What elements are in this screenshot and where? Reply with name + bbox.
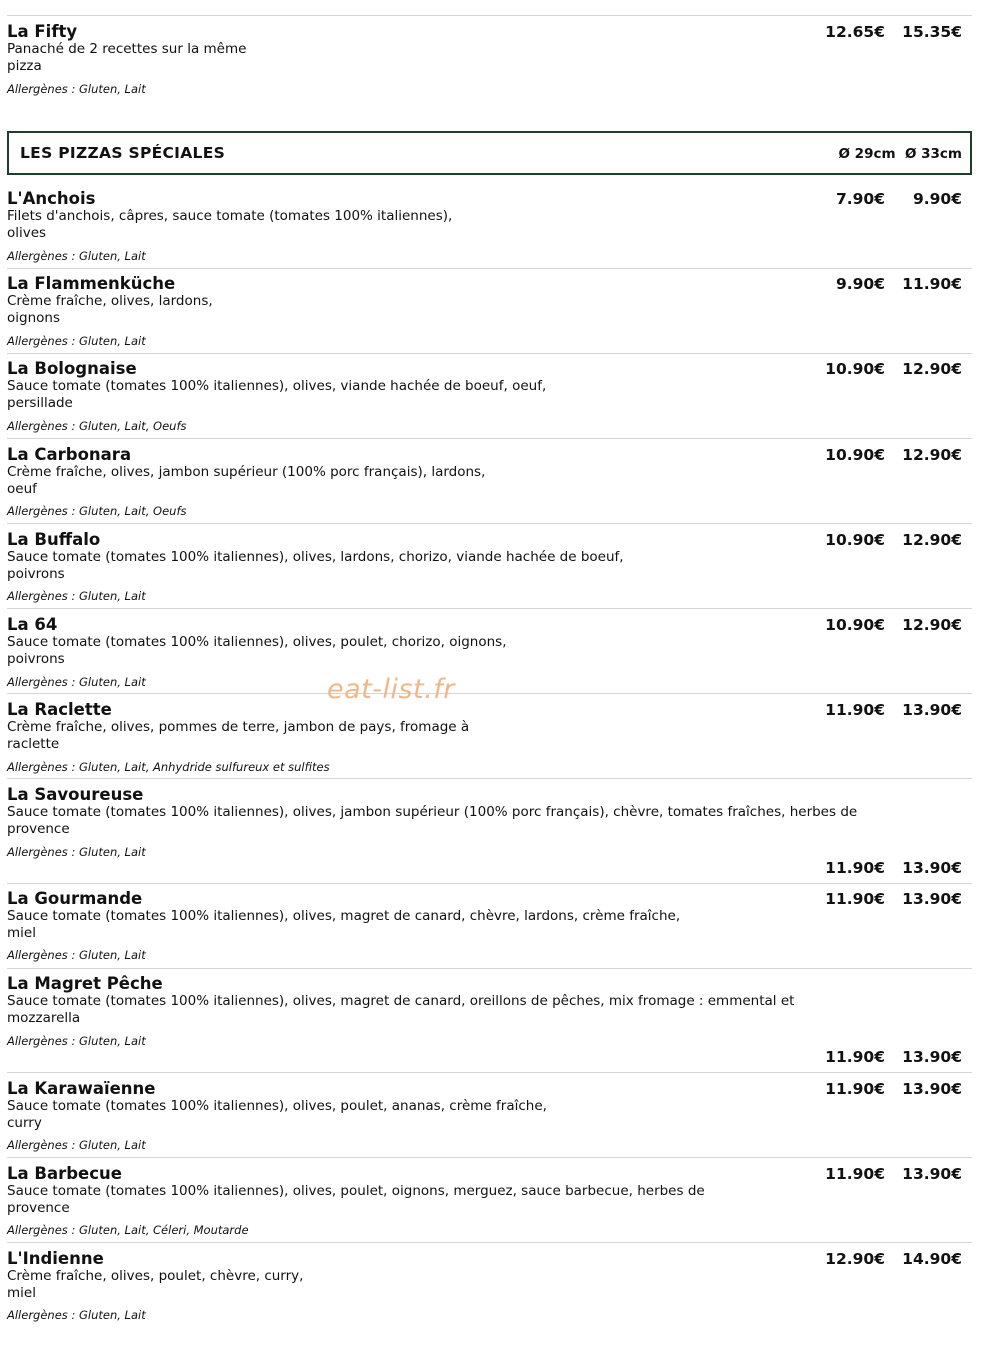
item-name: La Flammenküche [7, 274, 176, 293]
item-prices [815, 858, 962, 878]
item-name: La Barbecue [7, 1164, 122, 1183]
divider [7, 268, 972, 269]
price-29cm: 11.90€ [825, 859, 885, 877]
item-description: Panaché de 2 recettes sur la même pizza [7, 41, 247, 74]
item-description: Sauce tomate (tomates 100% italiennes), olives, poulet, ananas, crème fraîche, curry [7, 1098, 547, 1131]
price-33cm: 13.90€ [902, 701, 962, 719]
item-allergens: Allergènes : Gluten, Lait [7, 1138, 146, 1152]
item-prices [815, 1079, 962, 1099]
price-33cm: 14.90€ [902, 1250, 962, 1268]
item-prices [815, 445, 962, 465]
item-allergens: Allergènes : Gluten, Lait [7, 1308, 146, 1322]
item-prices [815, 889, 962, 909]
item-allergens: Allergènes : Gluten, Lait, Anhydride sulfureux et sulfites [7, 760, 330, 774]
item-description: Sauce tomate (tomates 100% italiennes), olives, magret de canard, oreillons de pêches, mix fromage : emmental et mozzarella [7, 993, 795, 1026]
item-name: La Magret Pêche [7, 974, 163, 993]
item-allergens: Allergènes : Gluten, Lait, Céleri, Moutarde [7, 1223, 249, 1237]
item-name: La Carbonara [7, 445, 132, 464]
menu-item [7, 785, 972, 880]
item-description: Sauce tomate (tomates 100% italiennes), olives, magret de canard, chèvre, lardons, crème fraîche, miel [7, 908, 681, 941]
item-name: La 64 [7, 615, 58, 634]
price-29cm: 11.90€ [825, 890, 885, 908]
item-prices [815, 1164, 962, 1184]
item-allergens: Allergènes : Gluten, Lait [7, 82, 146, 96]
item-description: Sauce tomate (tomates 100% italiennes), olives, poulet, chorizo, oignons, poivrons [7, 634, 507, 667]
price-29cm: 12.65€ [825, 23, 885, 41]
price-29cm: 11.90€ [825, 1080, 885, 1098]
section-size-labels [839, 146, 963, 162]
menu-item [7, 1079, 972, 1159]
price-33cm: 12.90€ [902, 360, 962, 378]
item-allergens: Allergènes : Gluten, Lait, Oeufs [7, 419, 187, 433]
divider [7, 778, 972, 779]
menu-item [7, 189, 972, 269]
price-29cm: 10.90€ [825, 360, 885, 378]
item-description: Sauce tomate (tomates 100% italiennes), olives, lardons, chorizo, viande hachée de boeuf, poivrons [7, 549, 624, 582]
price-29cm: 9.90€ [835, 275, 885, 293]
divider [7, 438, 972, 439]
menu-item-la-fifty [7, 22, 972, 102]
item-allergens: Allergènes : Gluten, Lait, Oeufs [7, 504, 187, 518]
section-header [7, 131, 972, 175]
item-name: La Savoureuse [7, 785, 144, 804]
divider [7, 523, 972, 524]
item-allergens: Allergènes : Gluten, Lait [7, 845, 146, 859]
price-33cm: 12.90€ [902, 616, 962, 634]
item-prices [815, 700, 962, 720]
section-title: LES PIZZAS SPÉCIALES [20, 144, 226, 162]
price-33cm: 13.90€ [902, 1165, 962, 1183]
menu-item [7, 889, 972, 969]
price-29cm: 7.90€ [835, 190, 885, 208]
item-description: Filets d'anchois, câpres, sauce tomate (tomates 100% italiennes), olives [7, 208, 453, 241]
menu-item [7, 974, 972, 1069]
item-description: Crème fraîche, olives, pommes de terre, jambon de pays, fromage à raclette [7, 719, 470, 752]
item-allergens: Allergènes : Gluten, Lait [7, 948, 146, 962]
item-description: Sauce tomate (tomates 100% italiennes), olives, jambon supérieur (100% porc français), chèvre, tomates fraîches, herbes de provence [7, 804, 858, 837]
price-33cm: 12.90€ [902, 446, 962, 464]
item-description: Sauce tomate (tomates 100% italiennes), olives, poulet, oignons, merguez, sauce barbecue, herbes de provence [7, 1183, 705, 1216]
menu-item [7, 274, 972, 354]
item-description: Crème fraîche, olives, lardons, oignons [7, 293, 213, 326]
price-29cm: 10.90€ [825, 446, 885, 464]
item-name: La Karawaïenne [7, 1079, 156, 1098]
menu-item [7, 615, 972, 695]
divider [7, 15, 972, 16]
item-name: La Fifty [7, 22, 78, 41]
item-allergens: Allergènes : Gluten, Lait [7, 334, 146, 348]
price-29cm: 12.90€ [825, 1250, 885, 1268]
item-prices [815, 530, 962, 550]
item-name: La Raclette [7, 700, 112, 719]
item-name: La Bolognaise [7, 359, 137, 378]
item-prices [815, 22, 962, 42]
price-29cm: 11.90€ [825, 1165, 885, 1183]
divider [7, 693, 972, 694]
price-29cm: 11.90€ [825, 1048, 885, 1066]
price-33cm: 13.90€ [902, 859, 962, 877]
divider [7, 1242, 972, 1243]
divider [7, 1157, 972, 1158]
size-33cm-label: Ø 33cm [904, 146, 962, 162]
size-29cm-label: Ø 29cm [838, 146, 896, 162]
divider [7, 968, 972, 969]
menu-item [7, 1164, 972, 1244]
price-33cm: 9.90€ [912, 190, 962, 208]
menu-item [7, 530, 972, 610]
item-prices [815, 1047, 962, 1067]
item-name: L'Indienne [7, 1249, 104, 1268]
menu-item [7, 1249, 972, 1329]
item-allergens: Allergènes : Gluten, Lait [7, 589, 146, 603]
watermark: eat-list.fr [327, 674, 455, 705]
item-allergens: Allergènes : Gluten, Lait [7, 249, 146, 263]
menu-item [7, 445, 972, 525]
price-33cm: 13.90€ [902, 890, 962, 908]
item-prices [815, 1249, 962, 1269]
price-33cm: 15.35€ [902, 23, 962, 41]
item-allergens: Allergènes : Gluten, Lait [7, 675, 146, 689]
price-33cm: 13.90€ [902, 1048, 962, 1066]
price-33cm: 11.90€ [902, 275, 962, 293]
price-33cm: 13.90€ [902, 1080, 962, 1098]
price-33cm: 12.90€ [902, 531, 962, 549]
divider [7, 883, 972, 884]
item-prices [815, 274, 962, 294]
menu-item [7, 359, 972, 439]
divider [7, 608, 972, 609]
price-29cm: 10.90€ [825, 531, 885, 549]
item-prices [815, 359, 962, 379]
item-name: L'Anchois [7, 189, 96, 208]
item-description: Crème fraîche, olives, jambon supérieur (100% porc français), lardons, oeuf [7, 464, 486, 497]
item-name: La Gourmande [7, 889, 143, 908]
item-prices [815, 189, 962, 209]
item-description: Sauce tomate (tomates 100% italiennes), olives, viande hachée de boeuf, oeuf, persillade [7, 378, 547, 411]
divider [7, 1072, 972, 1073]
item-allergens: Allergènes : Gluten, Lait [7, 1034, 146, 1048]
divider [7, 353, 972, 354]
item-prices [815, 615, 962, 635]
item-description: Crème fraîche, olives, poulet, chèvre, curry, miel [7, 1268, 304, 1301]
price-29cm: 11.90€ [825, 701, 885, 719]
item-name: La Buffalo [7, 530, 101, 549]
menu-item [7, 700, 972, 780]
price-29cm: 10.90€ [825, 616, 885, 634]
